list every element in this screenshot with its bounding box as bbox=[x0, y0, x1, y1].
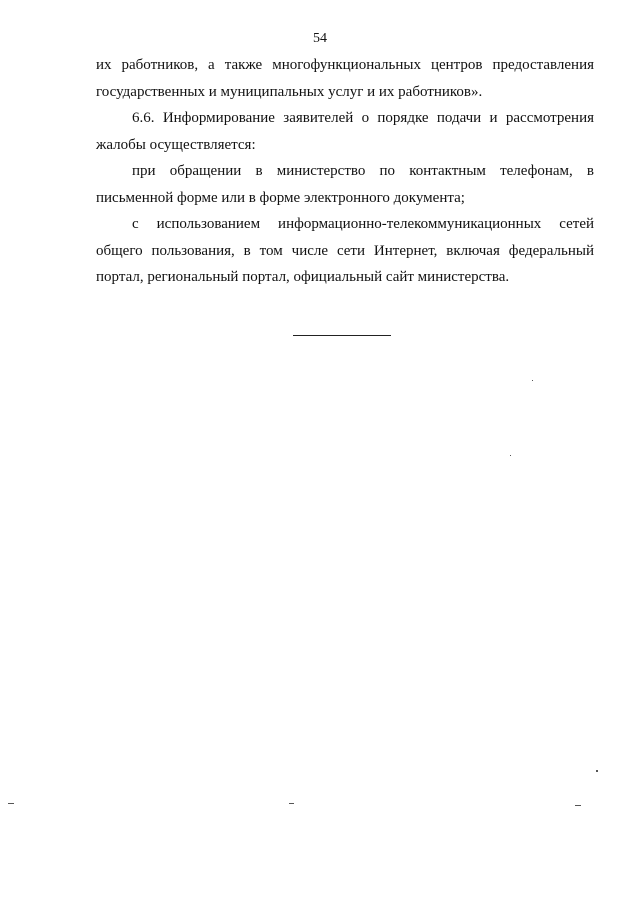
scan-speck bbox=[8, 803, 14, 804]
paragraph-contact-channels: при обращении в министерство по контактным телефонам, в письменной форме или в форме электронного документа; bbox=[96, 163, 594, 206]
paragraph-internet-channels: с использованием информационно-телекоммуникационных сетей общего пользования, в том числе сети Интернет, включая федеральный портал, региональный портал, официальный сайт министерства. bbox=[96, 216, 594, 285]
scan-speck bbox=[510, 455, 511, 456]
scan-speck bbox=[575, 805, 581, 806]
paragraph-section-6-6: 6.6. Информирование заявителей о порядке подачи и рассмотрения жалобы осуществляется: bbox=[96, 110, 594, 153]
scan-speck bbox=[532, 380, 533, 381]
scan-speck bbox=[289, 803, 294, 804]
document-body bbox=[96, 52, 594, 291]
end-separator-line bbox=[293, 335, 391, 336]
scan-speck bbox=[596, 770, 598, 772]
paragraph-continuation: их работников, а также многофункциональных центров предоставления государственных и муниципальных услуг и их работников». bbox=[96, 57, 594, 100]
page-number: 54 bbox=[313, 31, 327, 46]
